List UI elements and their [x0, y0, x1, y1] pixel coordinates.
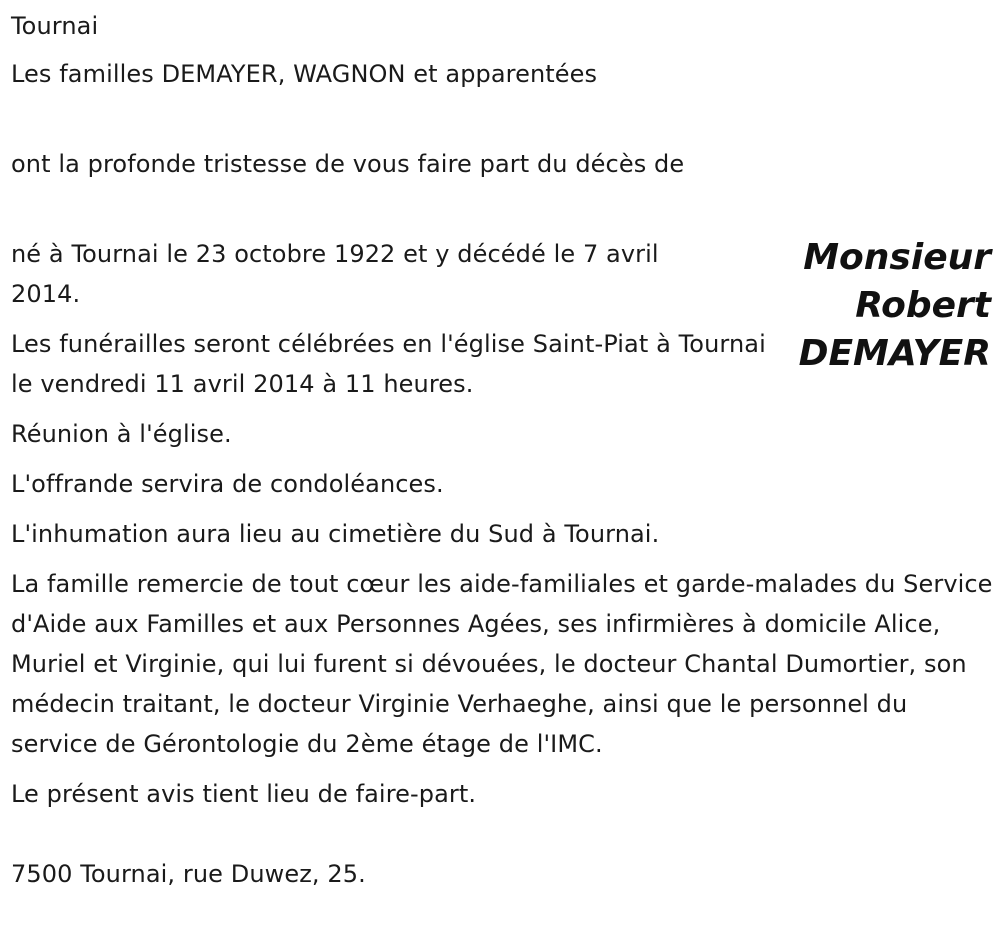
obituary-notice [11, 6, 991, 904]
deceased-name [799, 234, 991, 378]
deceased-title: Monsieur [803, 237, 991, 278]
families-line: Les familles DEMAYER, WAGNON et apparentées [11, 60, 598, 88]
birth-death-line: né à Tournai le 23 octobre 1922 et y décédé le 7 avril 2014. [11, 240, 659, 308]
details-column [11, 234, 766, 404]
address-line: 7500 Tournai, rue Duwez, 25. [11, 860, 366, 888]
funeral-line: Les funérailles seront célébrées en l'église Saint-Piat à Tournai le vendredi 11 avril 2014 à 11 heures. [11, 330, 766, 398]
spacer [11, 104, 991, 144]
main-section [11, 234, 991, 404]
spacer [11, 824, 991, 854]
meeting-line: Réunion à l'église. [11, 420, 232, 448]
notice-line: Le présent avis tient lieu de faire-part. [11, 780, 477, 808]
deceased-last-name: DEMAYER [798, 333, 991, 374]
announcement-line: ont la profonde tristesse de vous faire part du décès de [11, 150, 685, 178]
burial-line: L'inhumation aura lieu au cimetière du Sud à Tournai. [11, 520, 660, 548]
offering-line: L'offrande servira de condoléances. [11, 470, 444, 498]
city-heading: Tournai [11, 12, 99, 40]
thanks-paragraph: La famille remercie de tout cœur les aide-familiales et garde-malades du Service d'Aide aux Familles et aux Personnes Agées, ses infirmières à domicile Alice, Muriel et Virginie, qui lui furent si dévouées, le docteur Chantal Dumortier, son médecin traitant, le docteur Virginie Verhaeghe, ainsi que le personnel du service de Gérontologie du 2ème étage de l'IMC. [11, 570, 993, 758]
deceased-first-name: Robert [855, 285, 991, 326]
